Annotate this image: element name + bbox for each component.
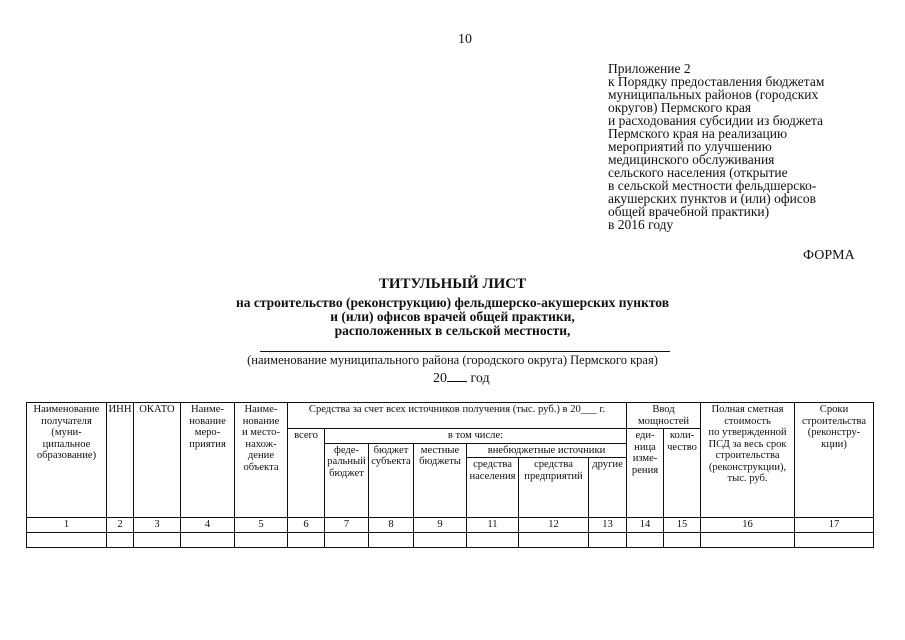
year-suffix: год	[470, 371, 490, 386]
appendix-line: сельского населения (открытие	[608, 165, 788, 180]
empty-cell[interactable]	[27, 533, 107, 548]
empty-cell[interactable]	[664, 533, 701, 548]
form-label: ФОРМА	[803, 248, 855, 263]
column-number: 3	[134, 518, 181, 533]
appendix-line: округов) Пермского края	[608, 100, 752, 115]
empty-cell[interactable]	[414, 533, 467, 548]
header-event: Наиме- нование меро- приятия	[181, 403, 235, 518]
header-local: местные бюджеты	[414, 443, 467, 518]
appendix-block	[608, 62, 824, 231]
empty-cell[interactable]	[369, 533, 414, 548]
subtitle-line: расположенных в сельской местности,	[334, 323, 571, 338]
appendix-line: в сельской местности фельдшерско-	[608, 178, 817, 193]
header-including: в том числе:	[325, 429, 627, 444]
header-quantity: коли- чество	[664, 429, 701, 518]
header-capacity: Ввод мощностей	[627, 403, 701, 429]
header-row	[27, 403, 874, 429]
empty-cell[interactable]	[235, 533, 288, 548]
header-inn: ИНН	[107, 403, 134, 518]
header-funds: Средства за счет всех источников получения (тыс. руб.) в 20___ г.	[288, 403, 627, 429]
column-number: 12	[519, 518, 589, 533]
header-unit: еди- ница изме- рения	[627, 429, 664, 518]
column-number: 2	[107, 518, 134, 533]
document-title: ТИТУЛЬНЫЙ ЛИСТ	[378, 276, 527, 292]
appendix-line: мероприятий по улучшению	[608, 139, 772, 154]
empty-cell[interactable]	[325, 533, 369, 548]
appendix-line: Пермского края на реализацию	[608, 126, 788, 141]
empty-cell[interactable]	[519, 533, 589, 548]
header-total: всего	[288, 429, 325, 518]
empty-cell[interactable]	[627, 533, 664, 548]
municipality-caption: (наименование муниципального района (городского округа) Пермского края)	[247, 353, 658, 367]
subtitle-line: на строительство (реконструкцию) фельдшерско-акушерских пунктов	[235, 295, 670, 310]
appendix-line: акушерских пунктов и (или) офисов	[608, 191, 816, 206]
municipality-fill-line	[260, 351, 670, 352]
empty-cell[interactable]	[701, 533, 795, 548]
column-number: 9	[414, 518, 467, 533]
header-terms: Сроки строительства (реконстру- кции)	[795, 403, 874, 518]
column-number: 17	[795, 518, 874, 533]
empty-cell[interactable]	[107, 533, 134, 548]
year-line	[433, 369, 490, 387]
appendix-line: в 2016 году	[608, 217, 674, 232]
header-okato: ОКАТО	[134, 403, 181, 518]
empty-cell[interactable]	[795, 533, 874, 548]
header-estimate: Полная сметная стоимость по утвержденной ПСД за весь срок строительства (реконструкции), тыс. руб.	[701, 403, 795, 518]
header-extrabudget: внебюджетные источники	[467, 443, 627, 458]
empty-cell[interactable]	[288, 533, 325, 548]
appendix-line: и расходования субсидии из бюджета	[608, 113, 824, 128]
empty-data-row	[27, 533, 874, 548]
appendix-line: Приложение 2	[608, 61, 691, 76]
header-other: другие	[589, 458, 627, 518]
year-blank	[447, 369, 467, 382]
appendix-line: медицинского обслуживания	[608, 152, 775, 167]
column-number: 15	[664, 518, 701, 533]
empty-cell[interactable]	[589, 533, 627, 548]
column-number-row	[27, 518, 874, 533]
appendix-line: к Порядку предоставления бюджетам	[608, 74, 825, 89]
empty-cell[interactable]	[134, 533, 181, 548]
column-number: 13	[589, 518, 627, 533]
title-sheet-table	[26, 402, 874, 548]
header-recipient: Наименование получателя (муни- ципальное образование)	[27, 403, 107, 518]
header-object: Наиме- нование и место- нахож- дение объекта	[235, 403, 288, 518]
page-number: 10	[458, 32, 472, 47]
column-number: 5	[235, 518, 288, 533]
appendix-line: муниципальных районов (городских	[608, 87, 819, 102]
header-enterprises: средства предприятий	[519, 458, 589, 518]
document-subtitle	[0, 296, 905, 338]
subtitle-line: и (или) офисов врачей общей практики,	[330, 309, 575, 324]
empty-cell[interactable]	[181, 533, 235, 548]
column-number: 16	[701, 518, 795, 533]
column-number: 1	[27, 518, 107, 533]
column-number: 7	[325, 518, 369, 533]
column-number: 14	[627, 518, 664, 533]
header-federal: феде- ральный бюджет	[325, 443, 369, 518]
column-number: 6	[288, 518, 325, 533]
year-prefix: 20	[433, 371, 447, 386]
column-number: 4	[181, 518, 235, 533]
empty-cell[interactable]	[467, 533, 519, 548]
appendix-line: общей врачебной практики)	[608, 204, 770, 219]
header-population: средства населения	[467, 458, 519, 518]
column-number: 8	[369, 518, 414, 533]
header-regional: бюджет субъекта	[369, 443, 414, 518]
column-number: 11	[467, 518, 519, 533]
